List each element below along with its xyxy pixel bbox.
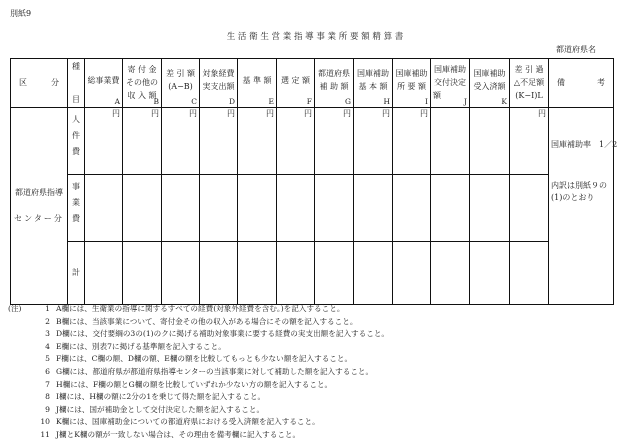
amount-cell[interactable] <box>123 242 162 305</box>
amount-cell[interactable] <box>470 242 510 305</box>
amount-cell[interactable] <box>85 175 123 242</box>
header-column-g <box>315 59 354 108</box>
amount-cell[interactable] <box>431 175 470 242</box>
yen-unit: 円 <box>420 109 428 118</box>
column-letter: H <box>383 97 390 106</box>
yen-unit: 円 <box>382 109 390 118</box>
row-type-label: 計 <box>68 242 85 305</box>
amount-cell[interactable] <box>277 242 315 305</box>
header-column-d <box>200 59 238 108</box>
notes-prefix: (注) <box>8 304 22 313</box>
header-column-b <box>123 59 162 108</box>
settlement-table <box>10 58 618 305</box>
document-label: 別紙9 <box>10 9 32 18</box>
amount-cell[interactable] <box>162 108 200 175</box>
header-text: 都道府県 <box>318 69 350 78</box>
amount-cell[interactable] <box>123 108 162 175</box>
header-text: 補 助 額 <box>319 82 349 91</box>
note-item: 6 G欄には、都道府県が都道府県指導センターの当該事業に対して補助した額を記入すること。 <box>45 366 374 376</box>
yen-unit: 円 <box>304 109 312 118</box>
header-text: その他の <box>126 78 158 87</box>
amount-cell[interactable] <box>431 108 470 175</box>
amount-cell[interactable] <box>431 242 470 305</box>
remarks-cell <box>549 108 618 305</box>
header-text: 額 <box>433 91 441 100</box>
header-row <box>11 59 614 108</box>
yen-unit: 円 <box>266 109 274 118</box>
table-row <box>11 175 614 242</box>
column-letter: I <box>425 97 428 106</box>
amount-cell[interactable] <box>85 108 123 175</box>
header-text: 差 引 額 <box>165 69 196 78</box>
note-item: 9 J欄には、国が補助金として交付決定した額を記入すること。 <box>45 404 265 414</box>
column-letter: J <box>463 97 467 106</box>
header-column-a <box>85 59 123 108</box>
amount-cell[interactable] <box>393 108 431 175</box>
header-text: (A−B) <box>168 82 193 91</box>
header-text: 対象経費 <box>202 69 235 78</box>
header-text: 受入済額 <box>473 82 506 91</box>
header-text: 選 定 額 <box>280 76 311 85</box>
header-text: 総事業費 <box>87 76 120 85</box>
row-type-label: 人 件 費 <box>68 108 85 175</box>
header-column-k <box>470 59 510 108</box>
amount-cell[interactable] <box>238 108 277 175</box>
section-label: 都道府県指導 センター分 <box>11 108 68 305</box>
amount-cell[interactable] <box>315 175 354 242</box>
note-item: 7 H欄には、F欄の額とG欄の額を比較していずれか少ない方の額を記入すること。 <box>45 379 333 389</box>
amount-cell[interactable] <box>470 108 510 175</box>
header-text: 基 本 額 <box>358 82 388 91</box>
header-text: 国庫補助 <box>434 65 466 74</box>
amount-cell[interactable] <box>315 242 354 305</box>
row-type-label: 事 業 費 <box>68 175 85 242</box>
header-column-i <box>393 59 431 108</box>
table-row <box>11 108 614 175</box>
yen-unit: 円 <box>151 109 159 118</box>
header-column-l <box>510 59 549 108</box>
amount-cell[interactable] <box>238 175 277 242</box>
column-letter: E <box>268 97 274 106</box>
yen-unit: 円 <box>189 109 197 118</box>
amount-cell[interactable] <box>393 242 431 305</box>
header-text: 国庫補助 <box>395 69 428 78</box>
amount-cell[interactable] <box>277 108 315 175</box>
column-letter: K <box>501 97 507 106</box>
amount-cell[interactable] <box>510 242 549 305</box>
header-column-c <box>162 59 200 108</box>
biko-label: 備 考 <box>557 78 605 87</box>
header-biko <box>549 59 614 108</box>
note-item: 4 E欄には、別表7に掲げる基準額を記入すること。 <box>45 341 226 351</box>
yen-unit: 円 <box>538 109 546 118</box>
header-text: △不足額 <box>513 78 545 87</box>
header-text: 実支出額 <box>202 82 235 91</box>
header-text: 差 引 過 <box>514 65 544 74</box>
amount-cell[interactable] <box>393 175 431 242</box>
amount-cell[interactable] <box>354 175 393 242</box>
header-text: 基 準 額 <box>242 76 272 85</box>
note-item: 8 I欄には、H欄の額に2分の1を乗じて得た額を記入すること。 <box>45 392 266 402</box>
prefecture-name-label: 都道府県名 <box>556 45 596 54</box>
column-letter: F <box>306 97 312 106</box>
amount-cell[interactable] <box>315 108 354 175</box>
note-item: 5 F欄には、C欄の額、D欄の額、E欄の額を比較してもっとも少ない額を記入すること。 <box>45 354 353 364</box>
header-shumoku: 種 目 <box>68 59 85 108</box>
column-letter: B <box>153 97 159 106</box>
column-letter: A <box>114 97 120 106</box>
subsidy-rate-note: 国庫補助率 1／2 <box>551 140 618 149</box>
amount-cell[interactable] <box>354 108 393 175</box>
amount-cell[interactable] <box>470 175 510 242</box>
note-item: 2 B欄には、当該事業について、寄付金その他の収入がある場合にその額を記入すること。 <box>45 316 358 326</box>
header-text: 国庫補助 <box>357 69 389 78</box>
header-column-h <box>354 59 393 108</box>
notes-section <box>8 303 390 442</box>
amount-cell[interactable] <box>200 175 238 242</box>
header-text: (K−I)L <box>515 91 543 100</box>
amount-cell[interactable] <box>238 242 277 305</box>
header-kubun: 区 分 <box>11 59 68 108</box>
note-item: (注) 1 A欄には、生衛業の指導に関するすべての経費(対象外経費を含む。)を記入すること。 <box>28 303 389 316</box>
yen-unit: 円 <box>112 109 120 118</box>
column-letter: G <box>345 97 351 106</box>
amount-cell[interactable] <box>510 108 549 175</box>
note-item: 11 J欄とK欄の額が一致しない場合は、その理由を備考欄に記入すること。 <box>40 429 301 439</box>
header-column-e <box>238 59 277 108</box>
amount-cell[interactable] <box>510 175 549 242</box>
amount-cell[interactable] <box>200 108 238 175</box>
amount-cell[interactable] <box>162 242 200 305</box>
header-column-j <box>431 59 470 108</box>
note-item: 10 K欄には、国庫補助金についての都道府県における受入済額を記入すること。 <box>40 417 320 427</box>
amount-cell[interactable] <box>162 175 200 242</box>
amount-cell[interactable] <box>200 242 238 305</box>
amount-cell[interactable] <box>354 242 393 305</box>
header-text: 所 要 額 <box>396 82 427 91</box>
yen-unit: 円 <box>227 109 235 118</box>
amount-cell[interactable] <box>85 242 123 305</box>
yen-unit: 円 <box>343 109 351 118</box>
header-text: 収 入 額 <box>127 91 157 100</box>
document-title: 生 活 衛 生 営 業 指 導 事 業 所 要 額 精 算 書 <box>226 32 404 42</box>
breakdown-note: 内訳は別紙９の(1)のとおり <box>551 181 607 202</box>
header-text: 国庫補助 <box>473 69 506 78</box>
column-letter: D <box>228 97 235 106</box>
note-item: 3 D欄には、交付要綱の3の(1)のクに掲げる補助対象事業に要する経費の実支出額を記入すること。 <box>45 329 390 339</box>
amount-cell[interactable] <box>277 175 315 242</box>
column-letter: C <box>191 97 197 106</box>
header-column-f <box>277 59 315 108</box>
table-row <box>11 242 614 305</box>
header-text: 交付決定 <box>434 78 466 87</box>
header-text: 寄 付 金 <box>127 65 157 74</box>
amount-cell[interactable] <box>123 175 162 242</box>
